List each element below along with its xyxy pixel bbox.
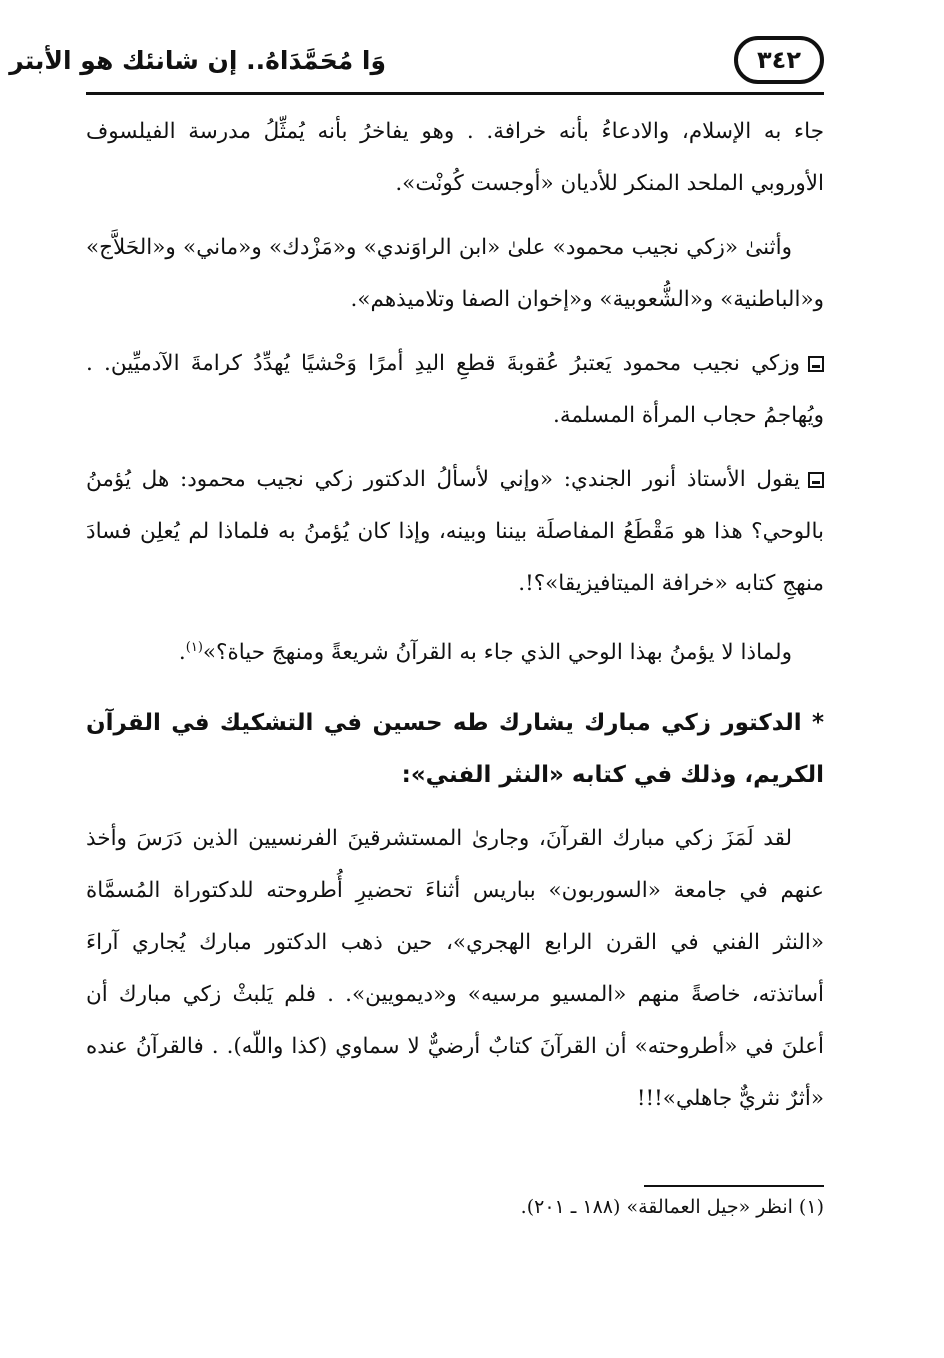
footnote-rule (644, 1185, 824, 1187)
page-header (9, 36, 824, 94)
section-heading (86, 697, 824, 801)
paragraph (86, 338, 824, 442)
header-rule (86, 92, 824, 95)
paragraph-text: يقول الأستاذ أنور الجندي: «وإني لأسألُ الدكتور زكي نجيب محمود: هل يُؤمنُ بالوحي؟ هذا هو مَقْطَعُ المفاصلَة بيننا وبينه، وإذا كان يُؤمنُ به فلماذا لم يُعلِن فسادَ منهجِ كتابه «خرافة الميتافيزيقا»؟!. (86, 467, 824, 596)
paragraph (86, 813, 824, 1125)
paragraph-text: وزكي نجيب محمود يَعتبرُ عُقوبةَ قطعِ اليدِ أمرًا وَحْشيًا يُهدِّدُ كرامةَ الآدميِّين. . ويُهاجمُ حجاب المرأة المسلمة. (86, 351, 824, 428)
footnote-ref: (١) (185, 640, 203, 655)
square-bullet-icon (808, 472, 824, 488)
footnote: (١) انظر «جيل العمالقة» (١٨٨ ـ ٢٠١). (520, 1196, 824, 1218)
paragraph-text: جاء به الإسلام، والادعاءُ بأنه خرافة. . وهو يفاخرُ بأنه يُمثِّلُ مدرسة الفيلسوف الأوروبي الملحد المنكر للأديان «أوجست كُونْت». (86, 119, 824, 196)
paragraph: ولماذا لا يؤمنُ بهذا الوحي الذي جاء به القرآنُ شريعةً ومنهجَ حياة؟»$^{(١)}$. (178, 640, 792, 666)
square-bullet-icon (808, 356, 824, 372)
page-number-badge (734, 36, 824, 84)
paragraph (86, 106, 824, 210)
paragraph-text: وأثنىٰ «زكي نجيب محمود» علىٰ «ابن الراوَندي» و«مَزْدك» و«ماني» و«الحَلاَّج» و«الباطنية» و«الشُّعوبية» و«إخوان الصفا وتلاميذهم». (86, 235, 824, 312)
paragraph (86, 222, 824, 326)
paragraph (86, 454, 824, 610)
heading-text: * الدكتور زكي مبارك يشارك طه حسين في التشكيك في القرآن الكريم، وذلك في كتابه «النثر الفني»: (86, 710, 824, 789)
body-text (86, 106, 824, 1137)
paragraph-text: لقد لَمَزَ زكي مبارك القرآنَ، وجارىٰ المستشرقينَ الفرنسيين الذين دَرَسَ وأخذ عنهم في جامعة «السوربون» بباريس أثناءَ تحضيرِ أُطروحته للدكتوراة المُسمَّاة «النثر الفني في القرن الرابع الهجري»، حين ذهب الدكتور مبارك يُجاري آراءَ أساتذته، خاصةً منهم «المسيو مرسيه» و«ديمويين». . فلم يَلبثْ زكي مبارك أن أعلنَ في «أطروحته» أن القرآنَ كتابٌ أرضيٌّ لا سماوي (كذا واللّه). . فالقرآنُ عنده «أثرٌ نثريٌّ جاهلي»!!! (86, 826, 824, 1112)
paragraph-text: ولماذا لا يؤمنُ بهذا الوحي الذي جاء به القرآنُ شريعةً ومنهجَ حياة؟» (202, 640, 792, 666)
page-number: ٣٤٢ (757, 46, 801, 74)
running-title: وَا مُحَمَّدَاهُ.. إن شانئك هو الأبتر (9, 46, 386, 75)
